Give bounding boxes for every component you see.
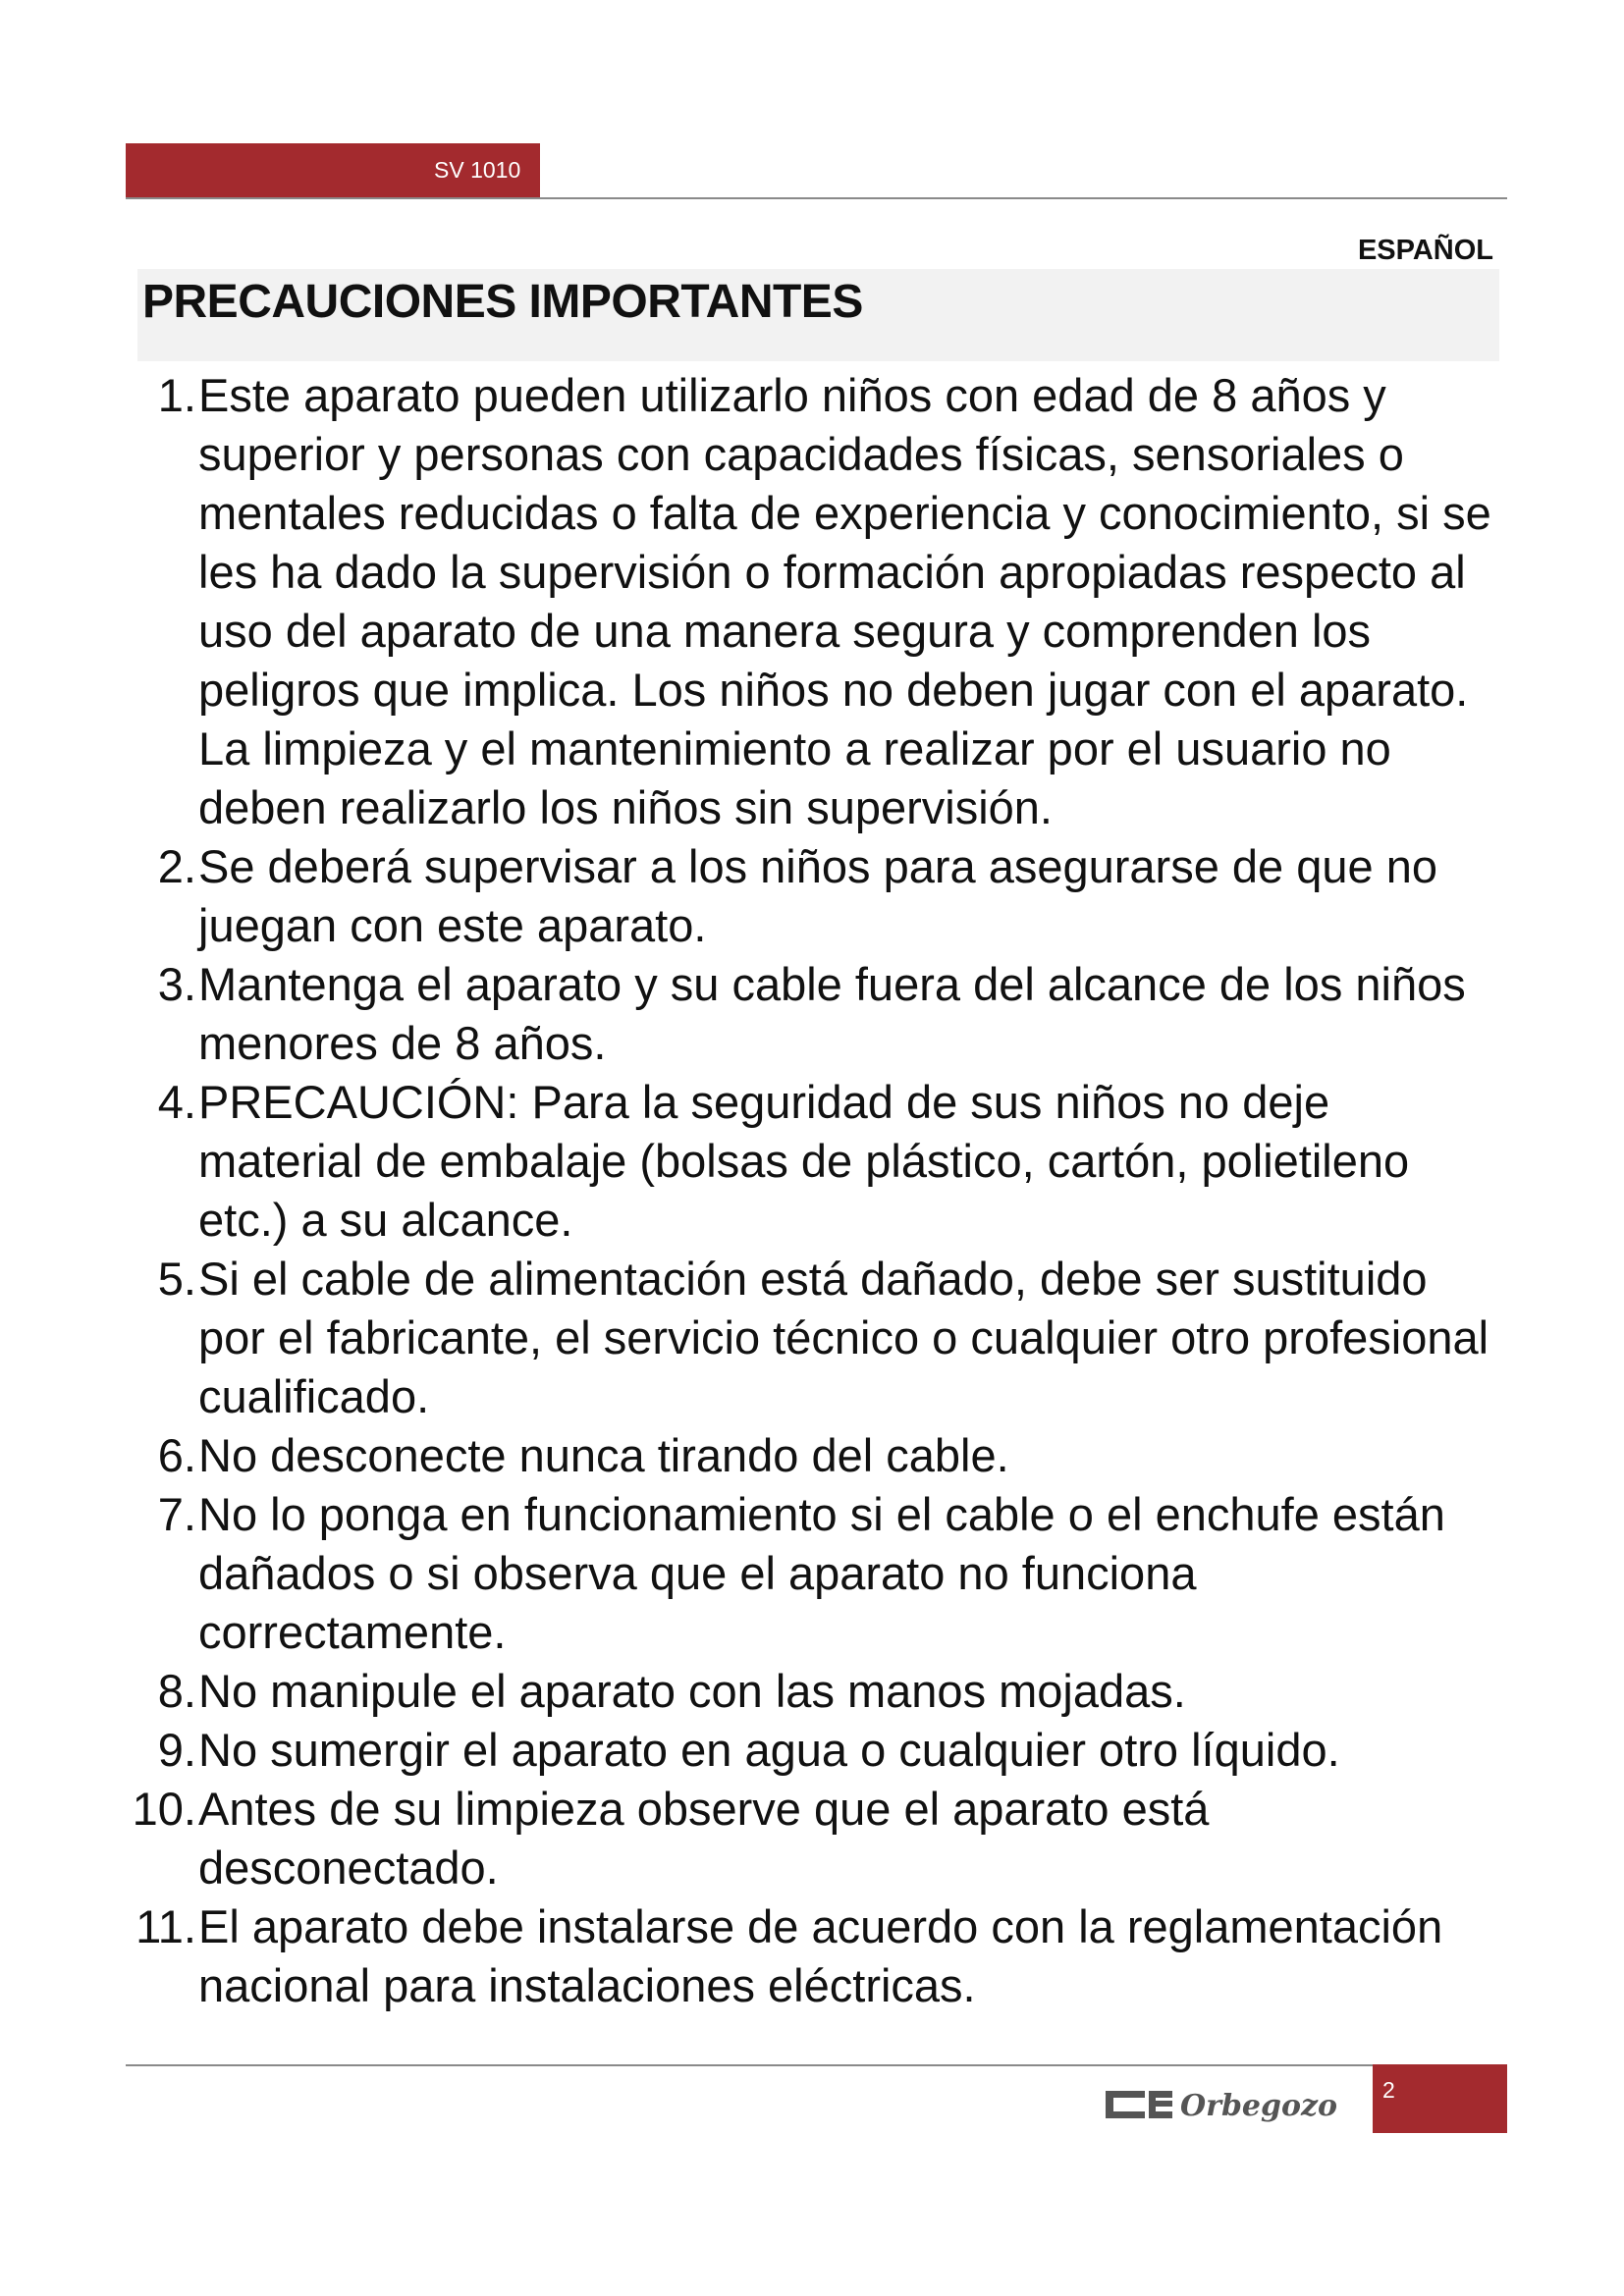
- item-text: No sumergir el aparato en agua o cualquier otro líquido.: [198, 1724, 1340, 1776]
- item-number: 10.: [132, 1783, 196, 1835]
- item-text: Este aparato pueden utilizarlo niños con edad de 8 años y superior y personas con capacidades físicas, sensoriales o mentales reducidas o falta de experiencia y conocimiento, si se les ha dado la supervisión o formación apropiadas respecto al uso del aparato de una manera segura y comprenden los peligros que implica. Los niños no deben jugar con el aparato. La limpieza y el mantenimiento a realizar por el usuario no deben realizarlo los niños sin supervisión.: [198, 369, 1491, 833]
- precaution-item: [98, 1250, 1532, 1426]
- item-number: 7.: [157, 1488, 196, 1540]
- item-text: Si el cable de alimentación está dañado, debe ser sustituido por el fabricante, el servicio técnico o cualquier otro profesional cualificado.: [198, 1253, 1489, 1422]
- item-text: PRECAUCIÓN: Para la seguridad de sus niños no deje material de embalaje (bolsas de plástico, cartón, polietileno etc.) a su alcance.: [198, 1076, 1410, 1246]
- language-label: ESPAÑOL: [1357, 235, 1493, 266]
- brand-wordmark: Orbegozo: [1180, 2089, 1338, 2123]
- precaution-item: [98, 1780, 1532, 1897]
- precaution-item: [98, 1662, 1532, 1721]
- item-number: 4.: [157, 1076, 196, 1128]
- section-title: PRECAUCIONES IMPORTANTES: [142, 276, 863, 328]
- precaution-item: [98, 1721, 1532, 1780]
- item-text: No desconecte nunca tirando del cable.: [198, 1429, 1009, 1481]
- orbegozo-logo-icon: [1102, 2079, 1357, 2128]
- item-number: 8.: [157, 1665, 196, 1717]
- item-number: 1.: [157, 369, 196, 421]
- item-number: 2.: [157, 840, 196, 892]
- item-text: Se deberá supervisar a los niños para asegurarse de que no juegan con este aparato.: [198, 840, 1437, 951]
- page-number: 2: [1382, 2077, 1395, 2103]
- item-text: El aparato debe instalarse de acuerdo con la reglamentación nacional para instalaciones eléctricas.: [198, 1900, 1443, 2011]
- item-number: 9.: [157, 1724, 196, 1776]
- precaution-item: [98, 1073, 1532, 1250]
- precaution-item: [98, 1897, 1532, 2015]
- precautions-list: [98, 366, 1532, 2015]
- precaution-item: [98, 1426, 1532, 1485]
- item-number: 11.: [135, 1900, 196, 1952]
- header-divider: [126, 197, 1507, 199]
- precaution-item: [98, 366, 1532, 837]
- item-text: Antes de su limpieza observe que el aparato está desconectado.: [198, 1783, 1210, 1894]
- precaution-item: [98, 955, 1532, 1073]
- item-number: 5.: [157, 1253, 196, 1305]
- item-number: 6.: [157, 1429, 196, 1481]
- item-text: Mantenga el aparato y su cable fuera del alcance de los niños menores de 8 años.: [198, 958, 1466, 1069]
- model-label: SV 1010: [434, 157, 521, 183]
- item-number: 3.: [157, 958, 196, 1010]
- precaution-item: [98, 1485, 1532, 1662]
- precaution-item: [98, 837, 1532, 955]
- item-text: No lo ponga en funcionamiento si el cable o el enchufe están dañados o si observa que el aparato no funciona correctamente.: [198, 1488, 1445, 1658]
- item-text: No manipule el aparato con las manos mojadas.: [198, 1665, 1186, 1717]
- footer-divider: [126, 2064, 1378, 2066]
